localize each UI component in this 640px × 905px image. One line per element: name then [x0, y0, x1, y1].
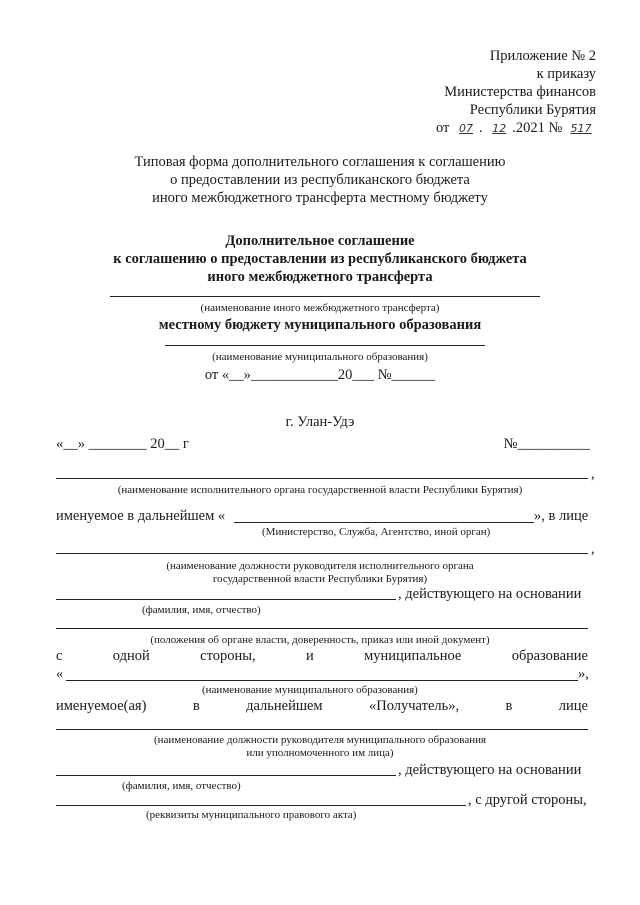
one-side-line — [56, 648, 588, 665]
municipality-name-line — [165, 345, 485, 346]
head-position-caption-2: государственной власти Республики Бурятия) — [212, 573, 428, 585]
word: в — [192, 698, 200, 714]
quote-open: « — [56, 666, 64, 682]
transfer-name-line — [110, 296, 540, 297]
other-side: , с другой стороны, — [468, 792, 587, 808]
basis-document-line — [56, 628, 588, 629]
head-position-caption-1: (наименование должности руководителя исполнительного органа — [166, 560, 474, 572]
city: г. Улан-Удэ — [285, 414, 355, 430]
date-prefix: от — [436, 120, 450, 136]
agreement-title-line-2: к соглашению о предоставлении из республиканского бюджета — [113, 251, 527, 267]
word: образование — [511, 648, 588, 664]
head-position-line — [56, 553, 588, 554]
organ-type-caption: (Министерство, Служба, Агентство, иной орган) — [262, 526, 491, 538]
acting-basis-1: , действующего на основании — [398, 586, 582, 602]
municipality-line — [66, 680, 578, 681]
word: одной — [112, 648, 150, 664]
basis-document-caption: (положения об органе власти, доверенность, приказ или иной документ) — [150, 634, 490, 646]
appendix-number: Приложение № 2 — [489, 48, 596, 64]
word: муниципальное — [364, 648, 462, 664]
agreement-number: №__________ — [503, 436, 590, 452]
executive-body-caption: (наименование исполнительного органа государственной власти Республики Бурятия) — [117, 484, 523, 496]
agreement-title-line-1: Дополнительное соглашение — [225, 233, 415, 249]
word: с — [56, 648, 63, 664]
municipal-act-line — [56, 805, 466, 806]
municipality-caption-body: (наименование муниципального образования) — [202, 684, 418, 696]
word: «Получатель», — [369, 698, 460, 714]
head-municipality-line — [56, 729, 588, 730]
form-title-line-1: Типовая форма дополнительного соглашения к соглашению — [134, 154, 506, 170]
municipal-act-caption: (реквизиты муниципального правового акта) — [146, 809, 357, 821]
comma: , — [591, 466, 595, 482]
fio-line-2 — [56, 775, 396, 776]
recipient-line — [56, 698, 588, 715]
municipality-caption: (наименование муниципального образования) — [212, 351, 428, 363]
head-municipality-caption-2: или уполномоченного им лица) — [246, 747, 394, 759]
date-month-handwritten: 12 — [492, 122, 507, 135]
ministry-name: Министерства финансов — [444, 84, 596, 100]
word: и — [305, 648, 314, 664]
order-date: от 07 . 12 .2021 № 517 — [436, 120, 596, 137]
named-prefix: именуемое в дальнейшем « — [56, 508, 226, 524]
transfer-caption: (наименование иного межбюджетного трансферта) — [200, 302, 440, 314]
date-year: .2021 № — [512, 120, 563, 136]
word: стороны, — [200, 648, 256, 664]
organ-type-line — [234, 522, 534, 523]
quote-close: », — [578, 666, 589, 682]
agreement-date: «__» ________ 20__ г — [56, 436, 189, 452]
fio-line-1 — [56, 599, 396, 600]
executive-body-line — [56, 478, 588, 479]
fio-caption-1: (фамилия, имя, отчество) — [142, 604, 261, 616]
word: в — [505, 698, 513, 714]
acting-basis-2: , действующего на основании — [398, 762, 582, 778]
agreement-title-line-3: иного межбюджетного трансферта — [207, 269, 433, 285]
date-day-handwritten: 07 — [459, 122, 474, 135]
word: лице — [558, 698, 588, 714]
comma: , — [591, 541, 595, 557]
named-suffix: », в лице — [534, 508, 589, 524]
fio-caption-2: (фамилия, имя, отчество) — [122, 780, 241, 792]
word: дальнейшем — [246, 698, 323, 714]
agreement-date-line: от «__»____________20___ №______ — [204, 367, 436, 383]
doc-number-handwritten: 517 — [570, 122, 592, 135]
form-title-line-3: иного межбюджетного трансферта местному бюджету — [152, 190, 488, 206]
word: именуемое(ая) — [56, 698, 147, 714]
head-municipality-caption-1: (наименование должности руководителя муниципального образования — [153, 734, 487, 746]
order-reference: к приказу — [536, 66, 596, 82]
form-title-line-2: о предоставлении из республиканского бюджета — [170, 172, 470, 188]
agreement-title-line-4: местному бюджету муниципального образования — [158, 317, 482, 333]
republic-name: Республики Бурятия — [469, 102, 596, 118]
